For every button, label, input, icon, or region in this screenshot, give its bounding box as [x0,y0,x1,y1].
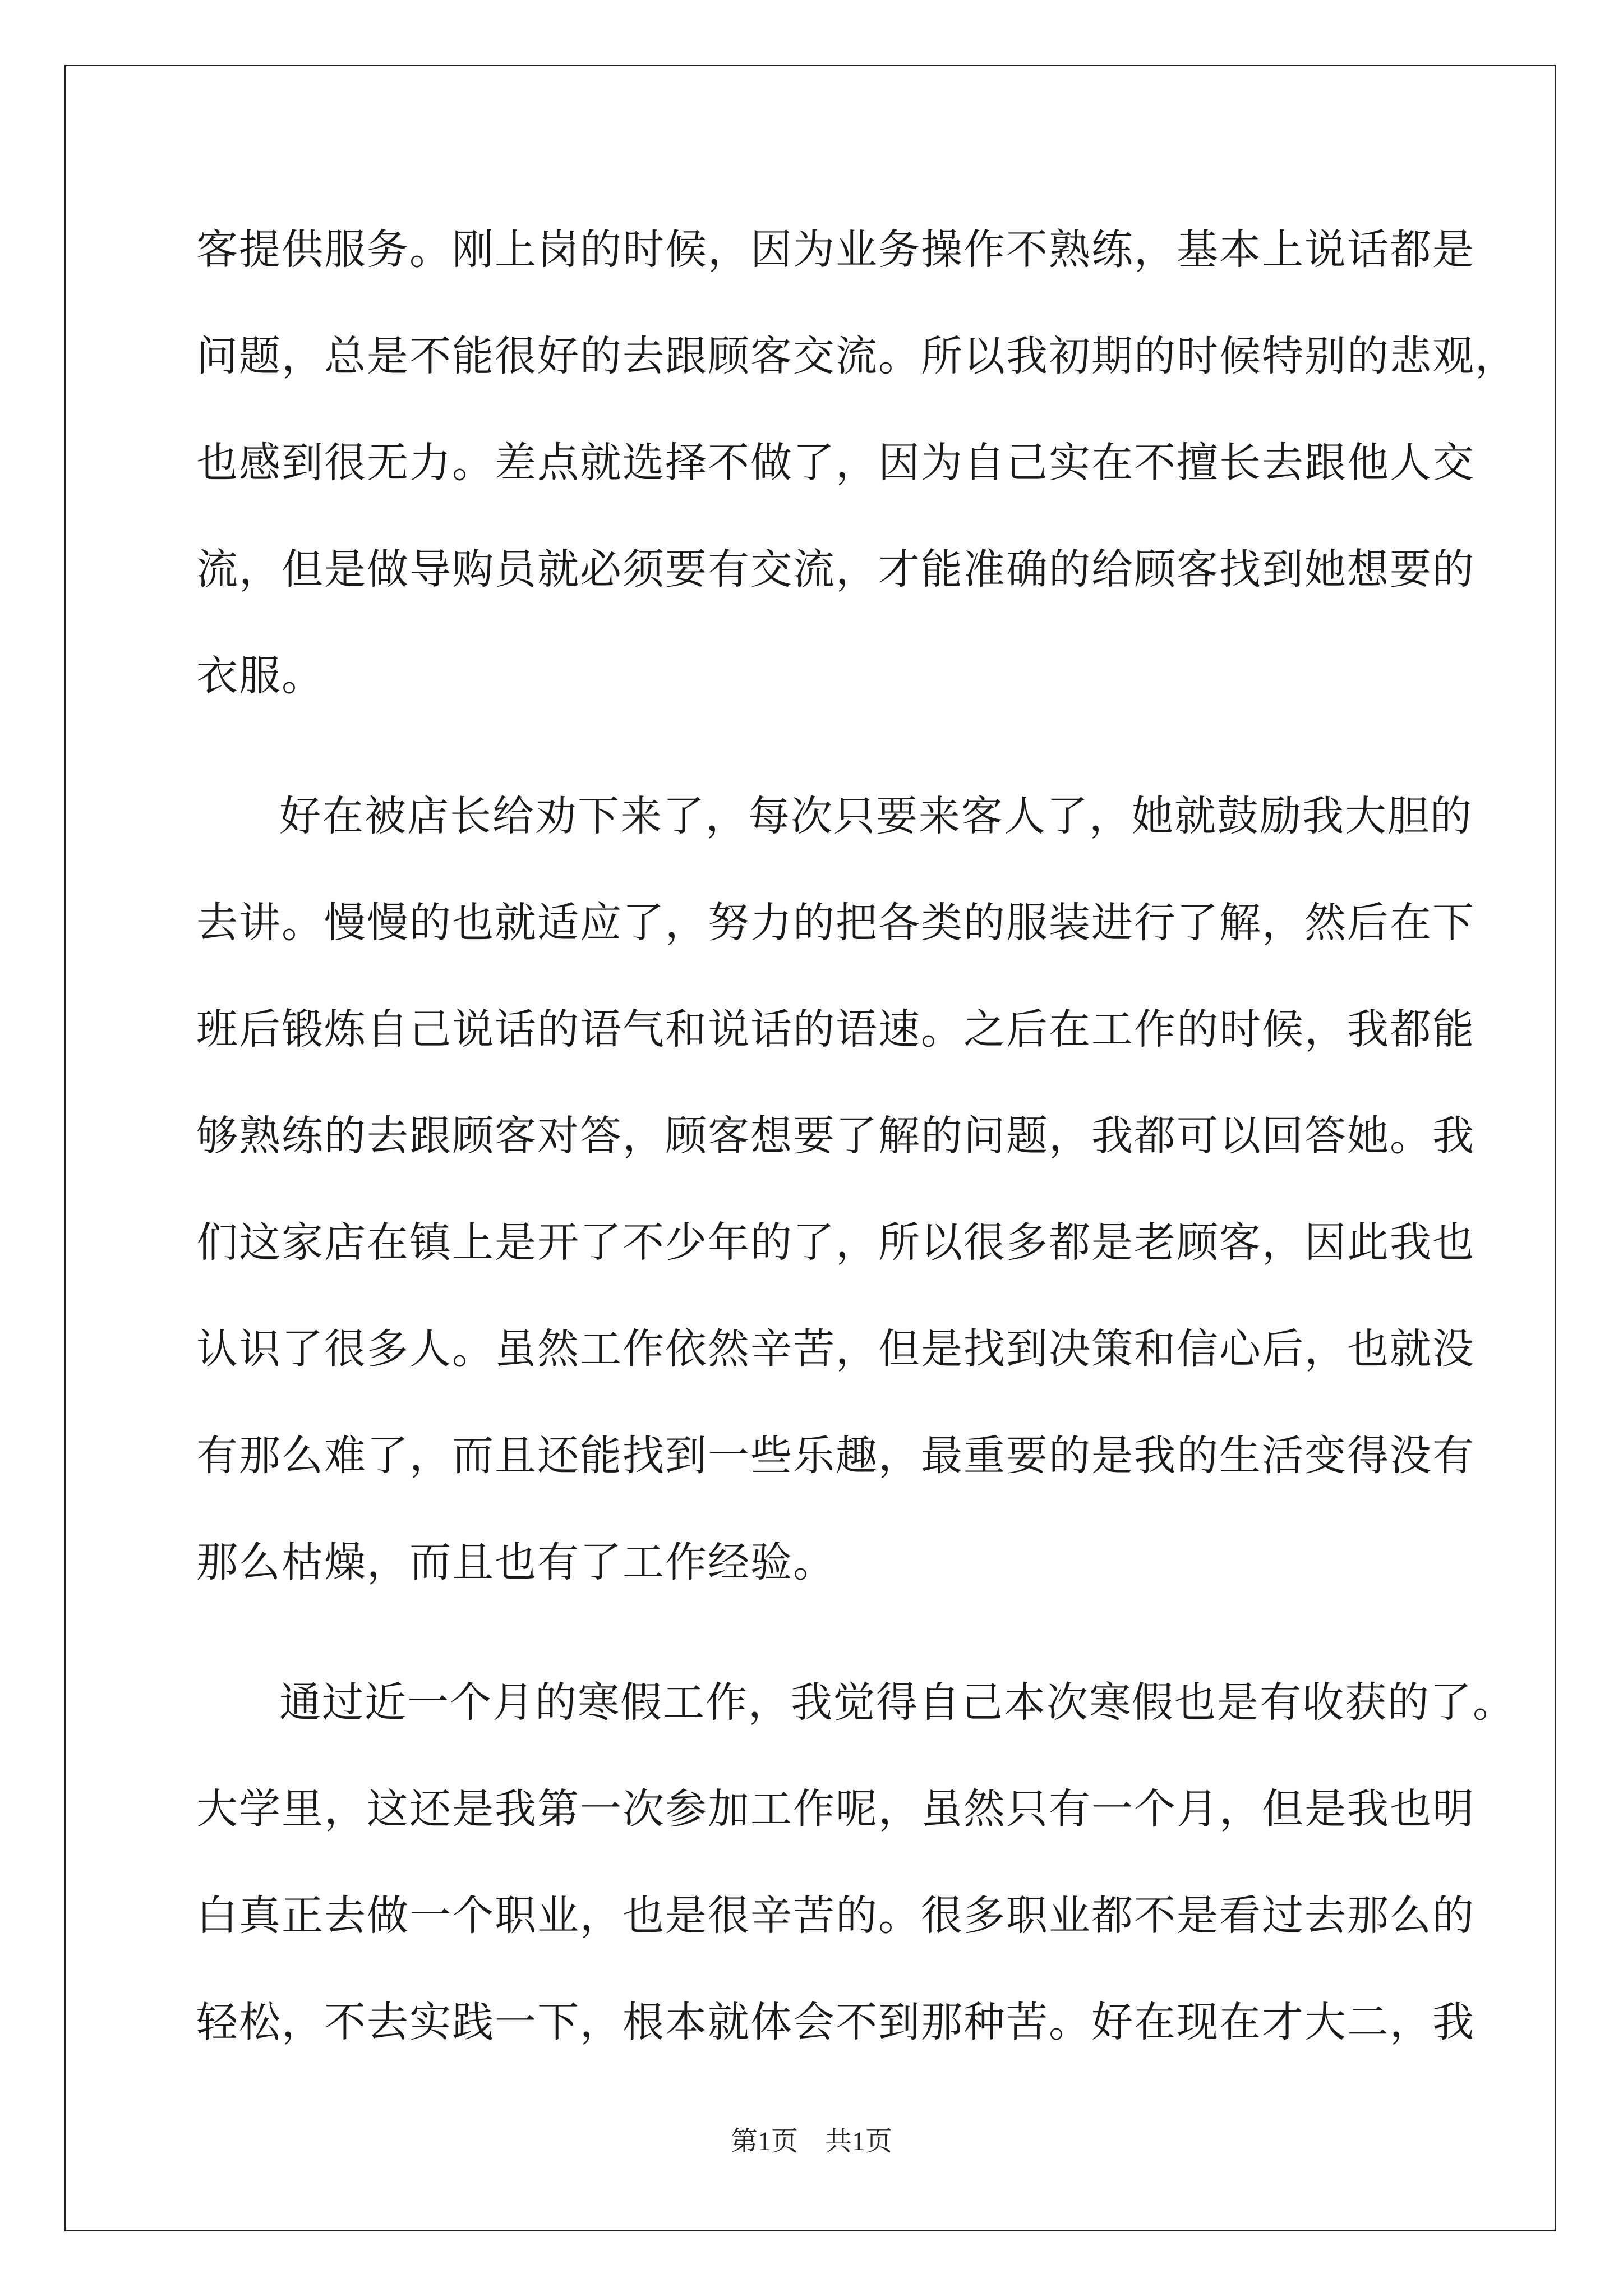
text-line: 流，但是做导购员就必须要有交流，才能准确的给顾客找到她想要的 [196,545,1475,593]
text-line: 轻松，不去实践一下，根本就体会不到那种苦。好在现在才大二，我 [196,1998,1475,2046]
text-line: 通过近一个月的寒假工作，我觉得自己本次寒假也是有收获的了。 [279,1678,1515,1727]
text-line: 去讲。慢慢的也就适应了，努力的把各类的服装进行了解，然后在下 [196,899,1475,947]
paragraph-spacer [196,1627,1447,1660]
page-number-footer: 第1页 共1页 [730,2127,892,2156]
text-line: 认识了很多人。虽然工作依然辛苦，但是找到决策和信心后，也就没 [196,1325,1475,1373]
text-line: 班后锻炼自己说话的语气和说话的语速。之后在工作的时候，我都能 [196,1005,1475,1053]
text-line: 好在被店长给劝下来了，每次只要来客人了，她就鼓励我大胆的 [279,792,1473,840]
document-body [196,208,1518,2087]
text-line: 也感到很无力。差点就选择不做了，因为自己实在不擅长去跟他人交 [196,439,1475,487]
text-line: 大学里，这还是我第一次参加工作呢，虽然只有一个月，但是我也明 [196,1785,1475,1833]
text-line: 衣服。 [196,652,324,700]
paragraph [196,1660,1515,2087]
text-line: 白真正去做一个职业，也是很辛苦的。很多职业都不是看过去那么的 [196,1892,1475,1940]
text-line: 们这家店在镇上是开了不少年的了，所以很多都是老顾客，因此我也 [196,1218,1475,1267]
text-line: 那么枯燥，而且也有了工作经验。 [196,1538,836,1586]
text-line: 问题，总是不能很好的去跟顾客交流。所以我初期的时候特别的悲观， [196,332,1518,380]
text-line: 客提供服务。刚上岗的时候，因为业务操作不熟练，基本上说话都是 [196,226,1475,274]
paragraph [196,774,1475,1627]
text-line: 有那么难了，而且还能找到一些乐趣，最重要的是我的生活变得没有 [196,1432,1475,1480]
text-line: 够熟练的去跟顾客对答，顾客想要了解的问题，我都可以回答她。我 [196,1112,1475,1160]
paragraph [196,208,1518,740]
paragraph-spacer [196,740,1447,774]
